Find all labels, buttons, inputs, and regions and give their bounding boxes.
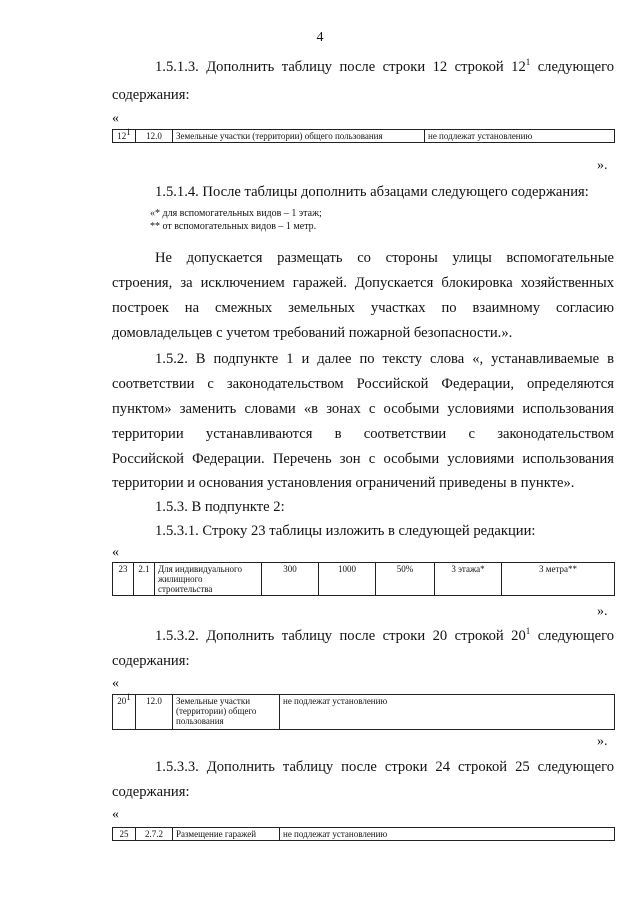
cell-v3: 50% xyxy=(376,563,435,596)
cell-v5: 3 метра** xyxy=(502,563,615,596)
s152-line2: соответствии с законодательством Российской Федерации, определяются xyxy=(112,376,614,392)
cell-code: 12.0 xyxy=(136,130,173,143)
quote-close-2: ». xyxy=(597,604,608,619)
quote-close-1: ». xyxy=(597,158,608,173)
s1513-line1: 1.5.1.3. Дополнить таблицу после строки 12 строкой $12^1$ следующего xyxy=(155,57,614,75)
table-row-20-1 xyxy=(112,694,615,730)
s1533-line2: содержания: xyxy=(112,784,190,800)
cell-name: Земельные участки (территории) общего пользования xyxy=(173,695,280,730)
cell-code: 12.0 xyxy=(136,695,173,730)
cell-num: 23 xyxy=(113,563,134,596)
quote-open-2: « xyxy=(112,545,119,560)
para1-line2: строения, за исключением гаражей. Допускается блокировка хозяйственных xyxy=(112,275,614,291)
s152-line6: территории и основания установления ограничений приведены в пункте». xyxy=(112,475,575,491)
cell-num: $20^1$ xyxy=(113,695,136,730)
note-line2: ** от вспомогательных видов – 1 метр. xyxy=(150,221,317,232)
s152-line1: 1.5.2. В подпункте 1 и далее по тексту слова «, устанавливаемые в xyxy=(155,351,614,367)
table-row xyxy=(113,695,615,730)
cell-name: Размещение гаражей xyxy=(173,828,280,841)
table-row-23 xyxy=(112,562,615,596)
para1-line4: домовладельцев с учетом требований пожарной безопасности.». xyxy=(112,325,513,341)
s1532-line2: содержания: xyxy=(112,653,190,669)
cell-num: 25 xyxy=(113,828,136,841)
cell-name: Земельные участки (территории) общего пользования xyxy=(173,130,425,143)
s1533-line1: 1.5.3.3. Дополнить таблицу после строки 24 строкой 25 следующего xyxy=(155,759,614,775)
cell-v2: 1000 xyxy=(319,563,376,596)
s152-line4: территории устанавливаются в соответствии с законодательством xyxy=(112,426,614,442)
para1-line3: построек на смежных земельных участках по взаимному согласию xyxy=(112,300,614,316)
cell-value: не подлежат установлению xyxy=(280,828,615,841)
s153-line1: 1.5.3. В подпункте 2: xyxy=(155,499,285,515)
cell-code: 2.7.2 xyxy=(136,828,173,841)
note-line1: «* для вспомогательных видов – 1 этаж; xyxy=(150,208,322,219)
s1513-line2: содержания: xyxy=(112,87,190,103)
table-row xyxy=(113,130,615,143)
cell-name: Для индивидуального жилищного строительства xyxy=(155,563,262,596)
s1531-line1: 1.5.3.1. Строку 23 таблицы изложить в следующей редакции: xyxy=(155,523,536,539)
cell-num: $12^1$ xyxy=(113,130,136,143)
s152-line5: Российской Федерации. Перечень зон с особыми условиями использования xyxy=(112,451,614,467)
quote-close-3: ». xyxy=(597,734,608,749)
quote-open-3: « xyxy=(112,676,119,691)
cell-code: 2.1 xyxy=(134,563,155,596)
s1514-line1: 1.5.1.4. После таблицы дополнить абзацами следующего содержания: xyxy=(155,184,589,200)
cell-value: не подлежат установлению xyxy=(425,130,615,143)
para1-line1: Не допускается размещать со стороны улицы вспомогательные xyxy=(155,250,614,266)
page-number: 4 xyxy=(316,30,324,45)
table-row-25 xyxy=(112,827,615,841)
quote-open-1: « xyxy=(112,111,119,126)
table-row xyxy=(113,828,615,841)
cell-value: не подлежат установлению xyxy=(280,695,615,730)
cell-v1: 300 xyxy=(262,563,319,596)
quote-open-4: « xyxy=(112,807,119,822)
s152-line3: пунктом» заменить словами «в зонах с особыми условиями использования xyxy=(112,401,614,417)
table-row-12-1 xyxy=(112,129,615,143)
table-row xyxy=(113,563,615,596)
s1532-line1: 1.5.3.2. Дополнить таблицу после строки 20 строкой $20^1$ следующего xyxy=(155,626,614,644)
cell-v4: 3 этажа* xyxy=(435,563,502,596)
